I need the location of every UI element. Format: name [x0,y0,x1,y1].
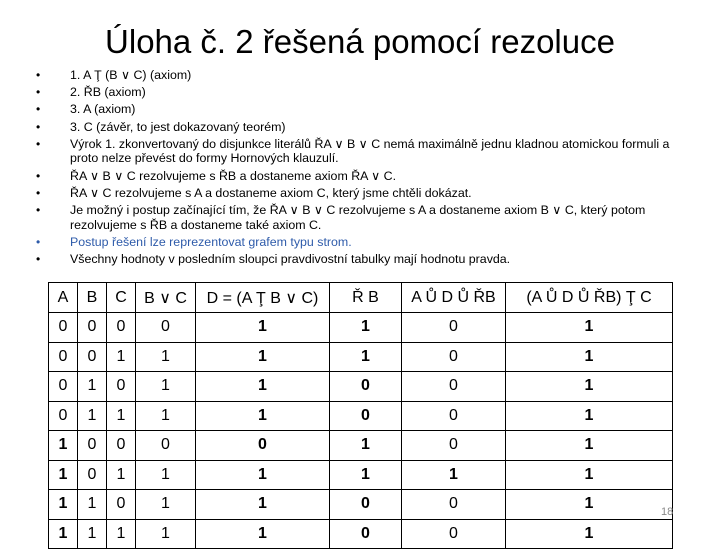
table-cell: 1 [78,490,107,520]
table-cell: 1 [402,460,506,490]
table-cell: 0 [196,431,330,461]
table-cell: 0 [136,431,196,461]
table-cell: 1 [78,401,107,431]
table-header-row [49,283,673,313]
table-cell: 0 [330,519,402,549]
table-cell: 1 [107,460,136,490]
page-number: 18 [661,506,674,518]
table-cell: 0 [78,460,107,490]
table-cell: 0 [330,401,402,431]
table-cell: 1 [107,342,136,372]
table-cell: 0 [107,490,136,520]
table-cell: 0 [402,519,506,549]
table-cell: 0 [49,313,78,343]
table-cell: 1 [196,313,330,343]
table-row [49,460,673,490]
table-body [49,313,673,549]
table-cell: 1 [196,342,330,372]
table-cell: 0 [107,431,136,461]
table-cell: 1 [506,401,673,431]
table-cell: 0 [402,372,506,402]
table-cell: 1 [49,519,78,549]
table-cell: 1 [506,460,673,490]
table-cell: 1 [49,490,78,520]
table-row [49,431,673,461]
table-cell: 0 [49,372,78,402]
table-cell: 1 [506,431,673,461]
bullet-item: • 3. A (axiom) [36,102,686,117]
table-cell: 1 [136,401,196,431]
table-cell: 0 [78,313,107,343]
table-cell: 0 [402,490,506,520]
table-cell: 1 [136,460,196,490]
table-cell: 0 [330,490,402,520]
table-cell: 1 [330,460,402,490]
column-header: D = (A Ţ B ∨ C) [196,283,330,313]
table-row [49,342,673,372]
table-cell: 0 [107,313,136,343]
bullet-item: • Všechny hodnoty v posledním sloupci pravdivostní tabulky mají hodnotu pravda. [36,252,686,267]
table-cell: 1 [506,342,673,372]
table-cell: 0 [402,431,506,461]
table-cell: 0 [78,431,107,461]
slide-title: Úloha č. 2 řešená pomocí rezoluce [105,23,615,60]
table-cell: 1 [330,313,402,343]
table-cell: 0 [49,342,78,372]
table-cell: 1 [196,519,330,549]
truth-table [48,282,673,549]
column-header: B ∨ C [136,283,196,313]
table-cell: 1 [506,490,673,520]
table-cell: 1 [78,519,107,549]
bullet-item: • Výrok 1. zkonvertovaný do disjunkce literálů ŘA ∨ B ∨ C nemá maximálně jednu kladnou atomickou formuli a proto nelze převést do formy Hornových klauzulí. [36,137,686,166]
table-cell: 1 [506,372,673,402]
column-header: C [107,283,136,313]
table-row [49,372,673,402]
table-cell: 1 [330,342,402,372]
table-row [49,313,673,343]
bullet-list [36,68,686,269]
table-cell: 1 [330,431,402,461]
table-row [49,519,673,549]
table-cell: 1 [49,431,78,461]
table-cell: 1 [107,401,136,431]
column-header: A [49,283,78,313]
table-cell: 1 [506,313,673,343]
table-cell: 1 [196,460,330,490]
table-cell: 1 [136,490,196,520]
table-cell: 1 [107,519,136,549]
column-header: A Ů D Ů ŘB [402,283,506,313]
table-cell: 1 [49,460,78,490]
column-header: Ř B [330,283,402,313]
table-cell: 1 [136,519,196,549]
table-cell: 1 [506,519,673,549]
table-cell: 0 [78,342,107,372]
table-cell: 1 [136,342,196,372]
table-cell: 0 [330,372,402,402]
column-header: (A Ů D Ů ŘB) Ţ C [506,283,673,313]
bullet-item: • 2. ŘB (axiom) [36,85,686,100]
table-row [49,401,673,431]
table-cell: 0 [136,313,196,343]
table-cell: 1 [136,372,196,402]
table-cell: 0 [402,313,506,343]
bullet-item: • 1. A Ţ (B ∨ C) (axiom) [36,68,686,83]
table-cell: 0 [107,372,136,402]
table-cell: 0 [402,401,506,431]
table-cell: 0 [49,401,78,431]
bullet-item: • Je možný i postup začínající tím, že ŘA ∨ B ∨ C rezolvujeme s A a dostaneme axiom B ∨ C, který potom rezolvujeme s ŘB a dostaneme také axiom C. [36,203,686,232]
table-cell: 1 [78,372,107,402]
table-cell: 0 [402,342,506,372]
table-cell: 1 [196,372,330,402]
bullet-item: • 3. C (závěr, to jest dokazovaný teorém) [36,120,686,135]
bullet-item: • ŘA ∨ C rezolvujeme s A a dostaneme axiom C, který jsme chtěli dokázat. [36,186,686,201]
bullet-item-highlight: • Postup řešení lze reprezentovat grafem typu strom. [36,235,686,250]
table-cell: 1 [196,490,330,520]
column-header: B [78,283,107,313]
bullet-item: • ŘA ∨ B ∨ C rezolvujeme s ŘB a dostaneme axiom ŘA ∨ C. [36,169,686,184]
table-cell: 1 [196,401,330,431]
table-row [49,490,673,520]
